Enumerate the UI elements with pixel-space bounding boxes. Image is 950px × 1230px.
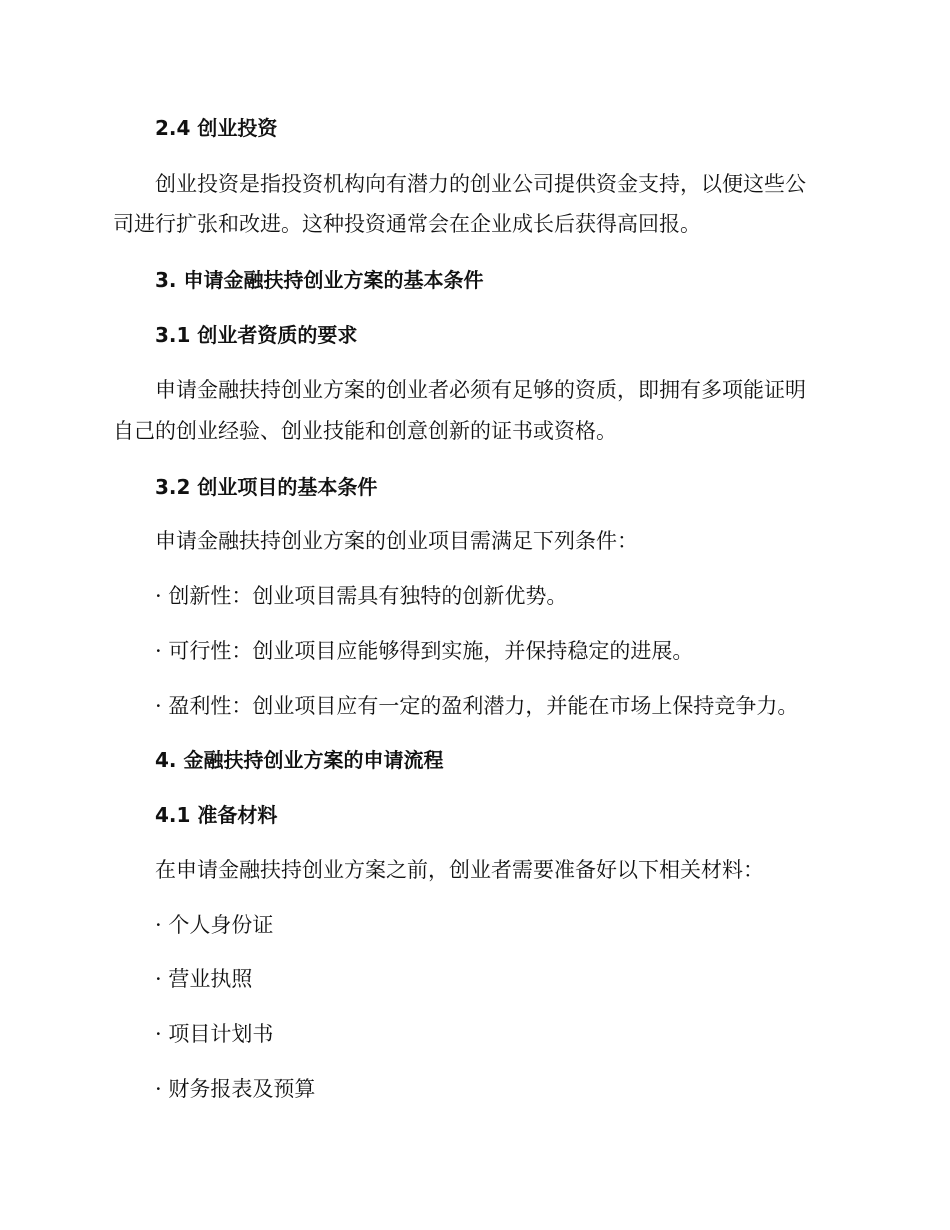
paragraph-project-conditions: 申请金融扶持创业方案的创业项目需满足下列条件： [155,529,638,553]
paragraph-prepare-materials: 在申请金融扶持创业方案之前，创业者需要准备好以下相关材料： [155,858,764,882]
heading-4: 4. 金融扶持创业方案的申请流程 [155,748,444,772]
list-item-feasibility: · 可行性：创业项目应能够得到实施，并保持稳定的进展。 [155,639,694,663]
list-item-profitability: · 盈利性：创业项目应有一定的盈利潜力，并能在市场上保持竞争力。 [155,694,799,718]
list-item-business-license: · 营业执照 [155,967,253,991]
paragraph-venture-investment-line-2: 司进行扩张和改进。这种投资通常会在企业成长后获得高回报。 [113,212,701,236]
list-item-id-card: · 个人身份证 [155,913,274,937]
paragraph-qualification-line-2: 自己的创业经验、创业技能和创意创新的证书或资格。 [113,419,617,443]
heading-3: 3. 申请金融扶持创业方案的基本条件 [155,268,484,292]
paragraph-qualification-line-1: 申请金融扶持创业方案的创业者必须有足够的资质，即拥有多项能证明 [155,378,806,402]
paragraph-venture-investment-line-1: 创业投资是指投资机构向有潜力的创业公司提供资金支持，以便这些公 [155,172,806,196]
heading-3-2: 3.2 创业项目的基本条件 [155,475,378,499]
list-item-innovation: · 创新性：创业项目需具有独特的创新优势。 [155,584,568,608]
heading-4-1: 4.1 准备材料 [155,803,278,827]
heading-2-4: 2.4 创业投资 [155,116,278,140]
list-item-project-plan: · 项目计划书 [155,1022,274,1046]
list-item-financial-statements: · 财务报表及预算 [155,1077,316,1101]
heading-3-1: 3.1 创业者资质的要求 [155,323,358,347]
